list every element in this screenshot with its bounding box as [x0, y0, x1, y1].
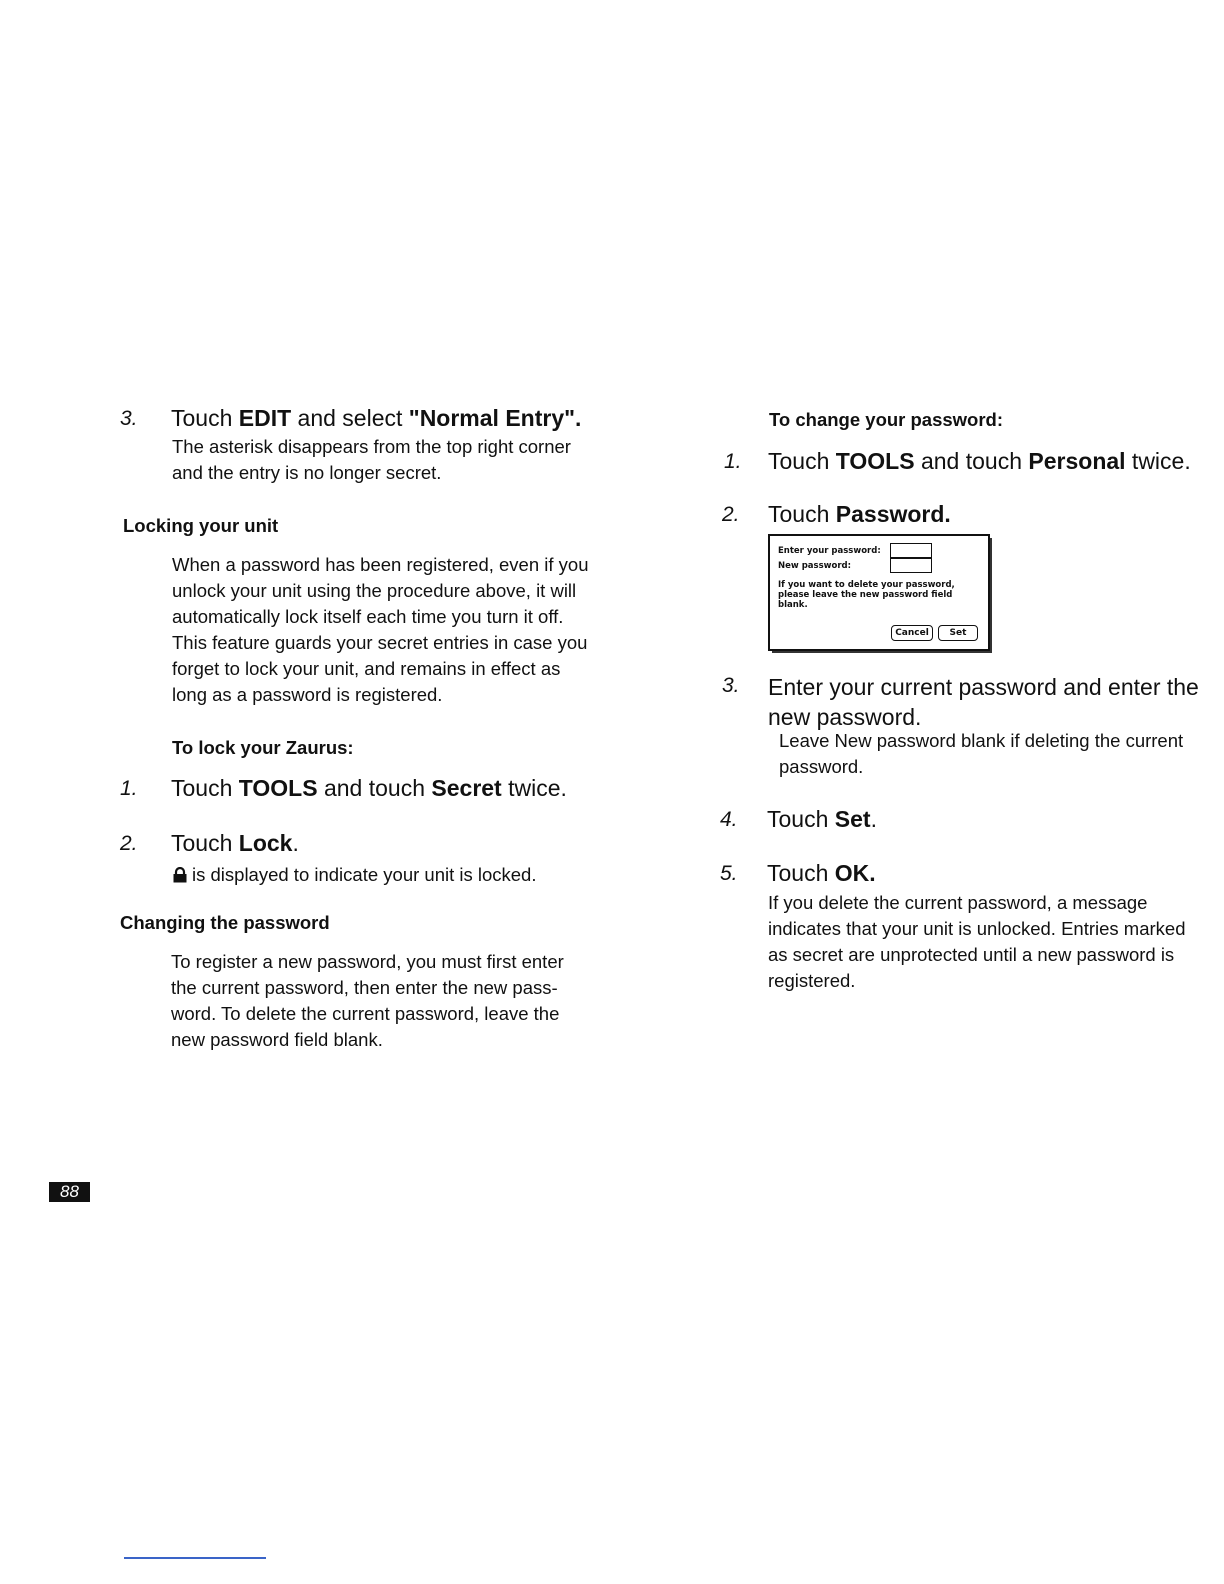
step-enter-description: Leave New password blank if deleting the current password.	[779, 730, 1184, 777]
step-number: 5.	[720, 862, 738, 885]
step-enter-password: Enter your current password and enter the new password.	[768, 674, 1199, 730]
step-number: 2.	[120, 832, 138, 855]
enter-password-field	[890, 543, 932, 558]
step-number: 2.	[722, 503, 740, 526]
step-number: 3.	[722, 674, 740, 697]
lock-description: is displayed to indicate your unit is locked.	[172, 862, 537, 888]
footer-rule	[124, 1557, 266, 1559]
new-password-field	[890, 558, 932, 573]
enter-password-label: Enter your password:	[778, 546, 881, 556]
new-password-label: New password:	[778, 561, 851, 571]
step-number: 3.	[120, 407, 138, 430]
subheading-change-password: To change your password:	[769, 409, 1004, 430]
step-number: 1.	[724, 450, 742, 473]
section-heading-changing: Changing the password	[120, 912, 330, 933]
step-number: 1.	[120, 777, 138, 800]
subheading-lock-zaurus: To lock your Zaurus:	[172, 737, 354, 758]
section-heading-locking: Locking your unit	[123, 515, 279, 536]
dialog-note: If you want to delete your password, please leave the new password field blank.	[778, 580, 955, 610]
step-tools-personal: Touch TOOLS and touch Personal twice.	[768, 448, 1191, 474]
step-number: 4.	[720, 808, 738, 831]
step-tools-secret: Touch TOOLS and touch Secret twice.	[171, 775, 567, 801]
set-button: Set	[938, 625, 978, 641]
step-touch-set: Touch Set.	[767, 806, 877, 832]
password-dialog-screenshot	[768, 534, 990, 651]
page-number: 88	[49, 1182, 90, 1202]
step-touch-password: Touch Password.	[768, 501, 951, 527]
step-ok-description: If you delete the current password, a message indicates that your unit is unlocked. Entries marked as secret are unprotected until a new password is registered.	[768, 892, 1186, 991]
changing-paragraph: To register a new password, you must first enter the current password, then enter the new pass- word. To delete the current password, leave the new password field blank.	[171, 951, 564, 1050]
step-description: The asterisk disappears from the top right corner and the entry is no longer secret.	[172, 436, 571, 483]
step-touch-ok: Touch OK.	[767, 860, 876, 886]
locking-paragraph: When a password has been registered, even if you unlock your unit using the procedure above, it will automatically lock itself each time you turn it off. This feature guards your secret entries in case you forget to lock your unit, and remains in effect as long as a password is registered.	[172, 554, 589, 705]
step-touch-lock: Touch Lock.	[171, 830, 299, 856]
lock-icon	[172, 864, 188, 880]
cancel-button: Cancel	[891, 625, 933, 641]
step-edit-normal-entry: Touch EDIT and select "Normal Entry".	[171, 405, 582, 431]
